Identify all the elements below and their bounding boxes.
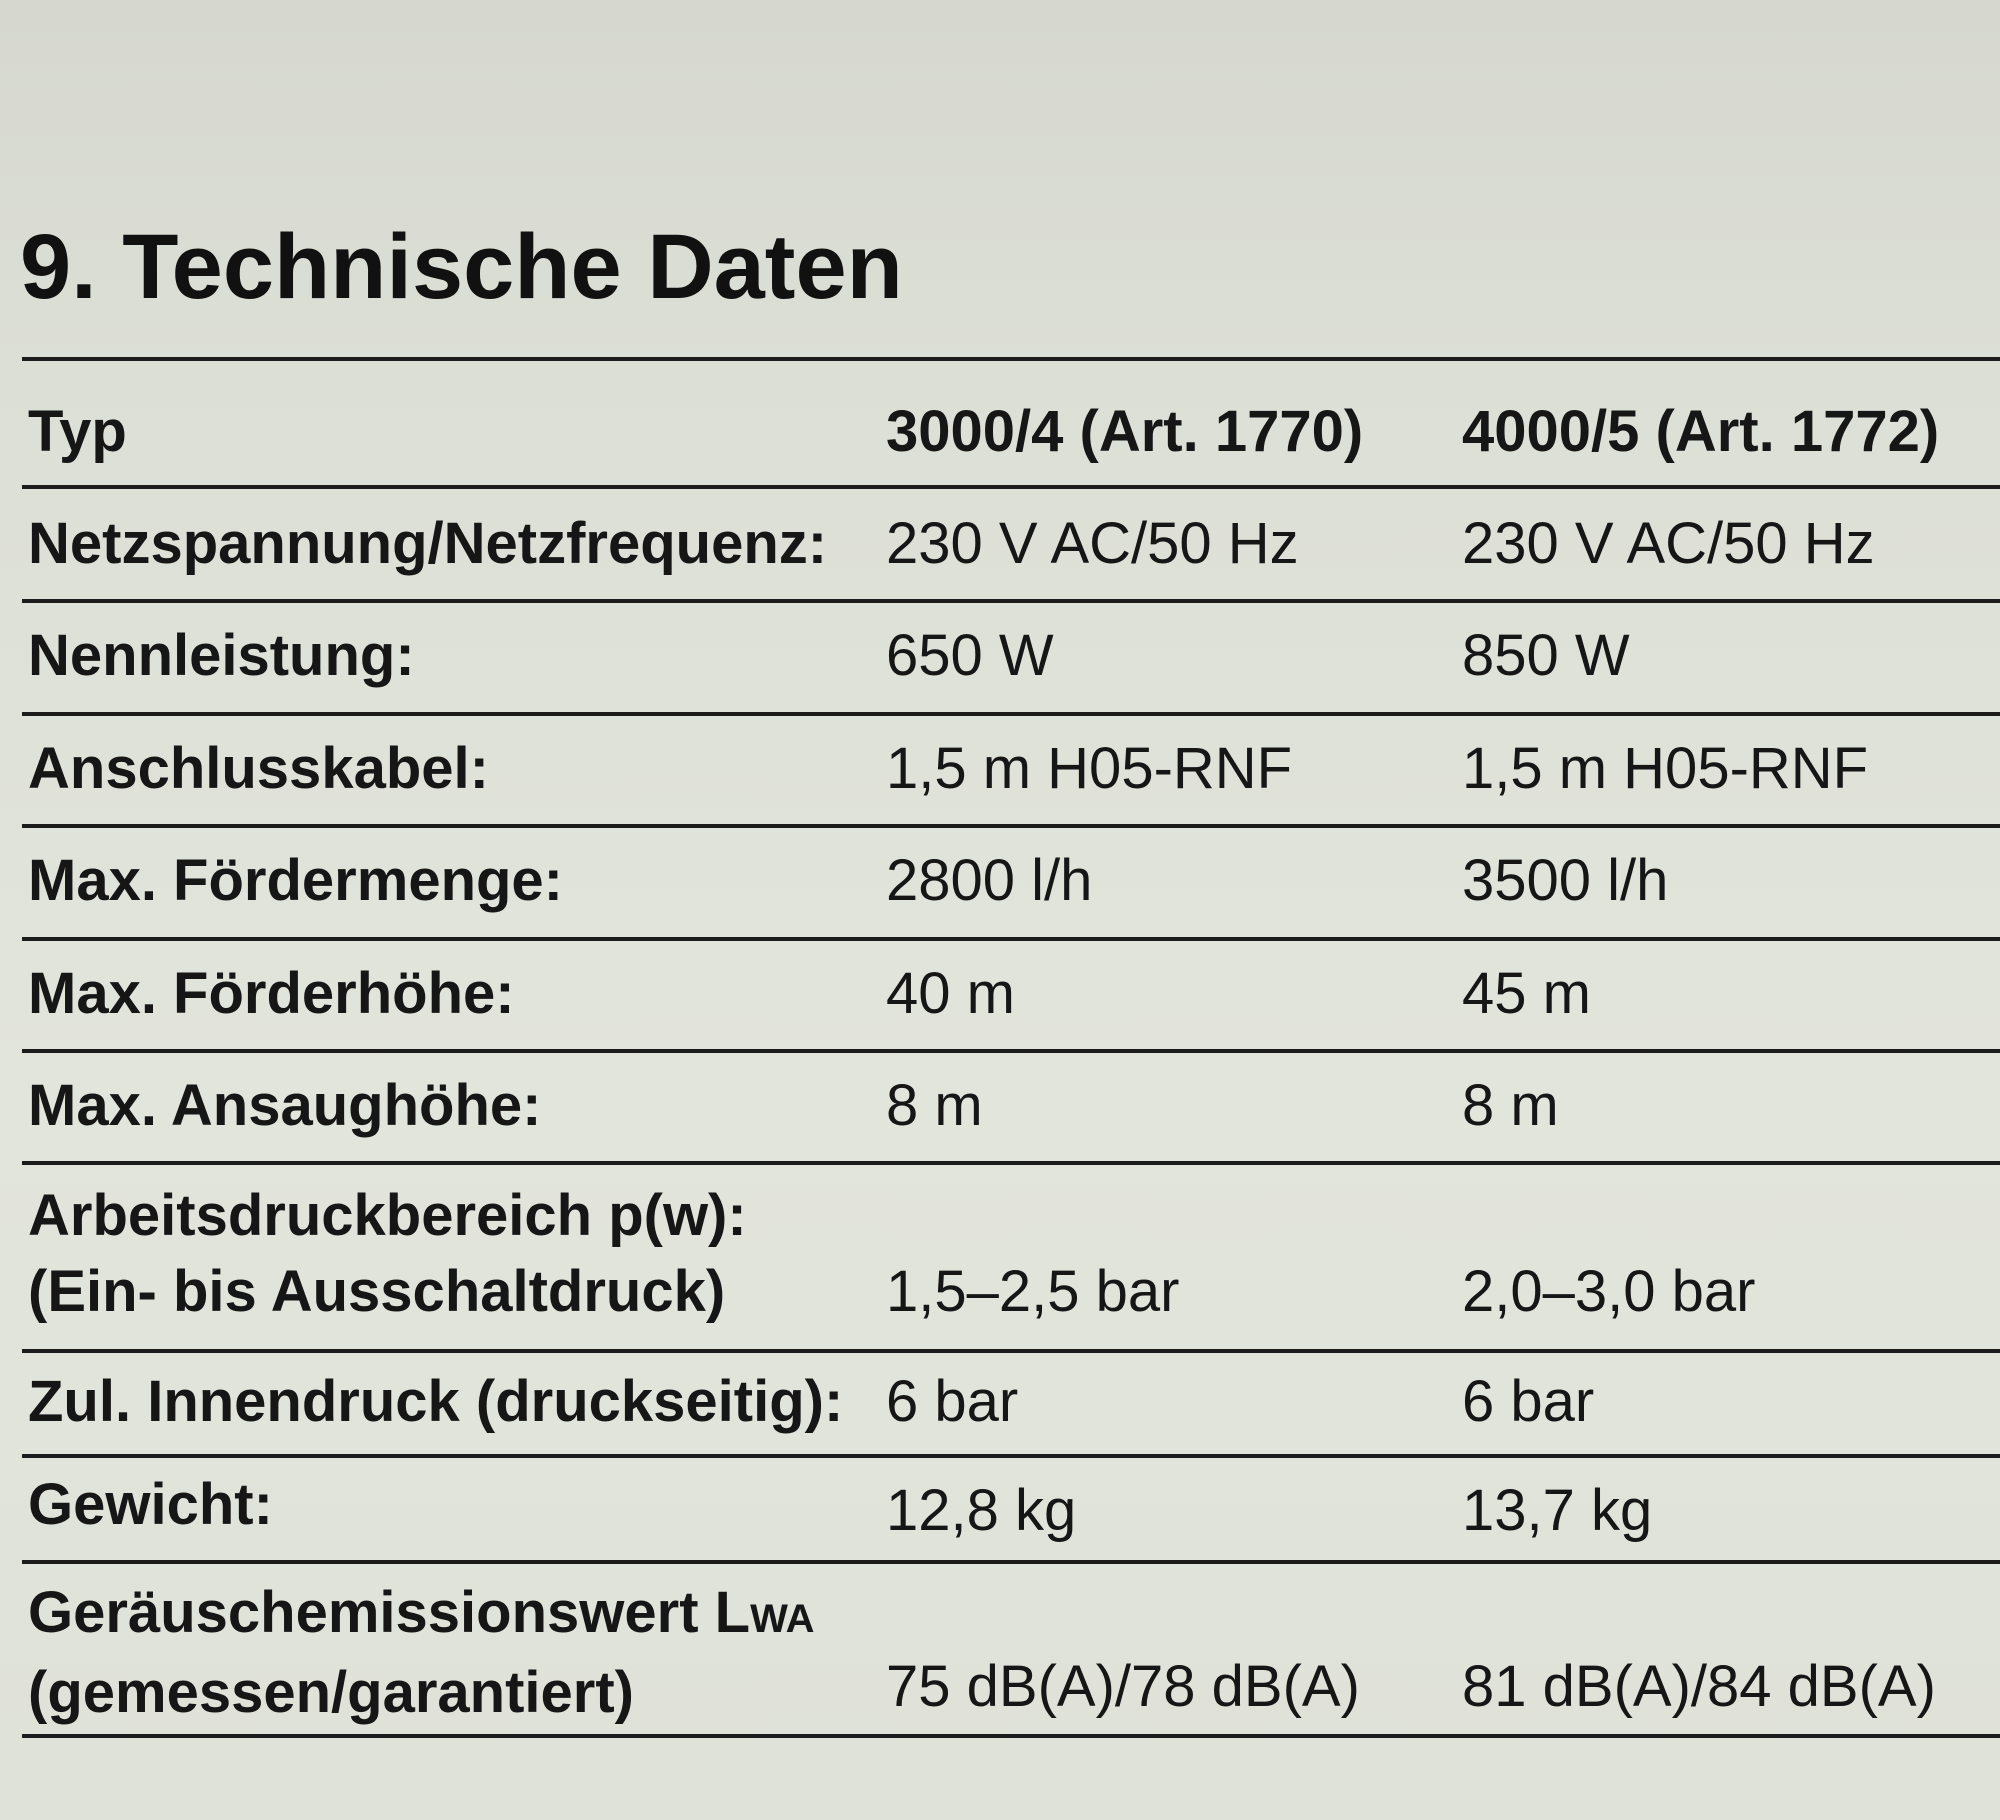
- table-row: [22, 1454, 2000, 1560]
- row-value-model-1: 6 bar: [886, 1369, 1019, 1434]
- row-value-model-1: 75 dB(A)/78 dB(A): [886, 1654, 1360, 1719]
- spec-table: [22, 357, 2000, 1738]
- row-label: Max. Ansaughöhe:: [28, 1073, 542, 1138]
- table-row: [22, 712, 2000, 824]
- row-value-model-2: 230 V AC/50 Hz: [1462, 511, 1875, 576]
- row-value-model-2: 3500 l/h: [1462, 848, 1669, 913]
- row-label-line-2: (Ein- bis Ausschaltdruck): [28, 1259, 726, 1324]
- table-row: [22, 1161, 2000, 1349]
- table-header-row: [22, 357, 2000, 485]
- row-label-line-1: [28, 1580, 815, 1652]
- row-label: Gewicht:: [28, 1472, 273, 1537]
- table-row: [22, 485, 2000, 599]
- row-label: Max. Förderhöhe:: [28, 961, 515, 1026]
- table-row: [22, 937, 2000, 1049]
- header-model-2: 4000/5 (Art. 1772): [1462, 399, 1940, 464]
- row-value-model-1: 12,8 kg: [886, 1478, 1077, 1543]
- row-label-line-2: (gemessen/garantiert): [28, 1660, 634, 1725]
- row-label: Nennleistung:: [28, 623, 415, 688]
- row-value-model-1: 40 m: [886, 961, 1015, 1026]
- row-label: Netzspannung/Netzfrequenz:: [28, 511, 828, 576]
- row-value-model-2: 850 W: [1462, 623, 1630, 688]
- row-label: Anschlusskabel:: [28, 736, 489, 801]
- row-value-model-2: 1,5 m H05-RNF: [1462, 736, 1869, 801]
- row-value-model-2: 6 bar: [1462, 1369, 1595, 1434]
- row-value-model-1: 650 W: [886, 623, 1054, 688]
- table-row: [22, 1560, 2000, 1738]
- row-label: [28, 1580, 815, 1726]
- row-label: [28, 1183, 747, 1325]
- row-value-model-1: 8 m: [886, 1073, 983, 1138]
- row-value-model-2: 45 m: [1462, 961, 1591, 1026]
- row-value-model-2: 8 m: [1462, 1073, 1559, 1138]
- row-value-model-1: 230 V AC/50 Hz: [886, 511, 1299, 576]
- row-label: Max. Fördermenge:: [28, 848, 563, 913]
- row-label-line-1: Arbeitsdruckbereich p(w):: [28, 1183, 747, 1248]
- row-label: Zul. Innendruck (druckseitig):: [28, 1369, 844, 1434]
- table-row: [22, 1049, 2000, 1161]
- row-value-model-2: 13,7 kg: [1462, 1478, 1653, 1543]
- row-value-model-1: 1,5–2,5 bar: [886, 1259, 1180, 1324]
- row-label-main: Geräuschemissionswert L: [28, 1580, 751, 1645]
- table-row: [22, 599, 2000, 712]
- section-title: 9. Technische Daten: [20, 216, 903, 318]
- header-label-typ: Typ: [28, 399, 127, 464]
- table-row: [22, 824, 2000, 937]
- row-value-model-1: 1,5 m H05-RNF: [886, 736, 1293, 801]
- row-value-model-2: 81 dB(A)/84 dB(A): [1462, 1654, 1936, 1719]
- table-row: [22, 1349, 2000, 1454]
- row-label-subscript: WA: [750, 1597, 815, 1641]
- row-value-model-1: 2800 l/h: [886, 848, 1093, 913]
- header-model-1: 3000/4 (Art. 1770): [886, 399, 1364, 464]
- row-value-model-2: 2,0–3,0 bar: [1462, 1259, 1756, 1324]
